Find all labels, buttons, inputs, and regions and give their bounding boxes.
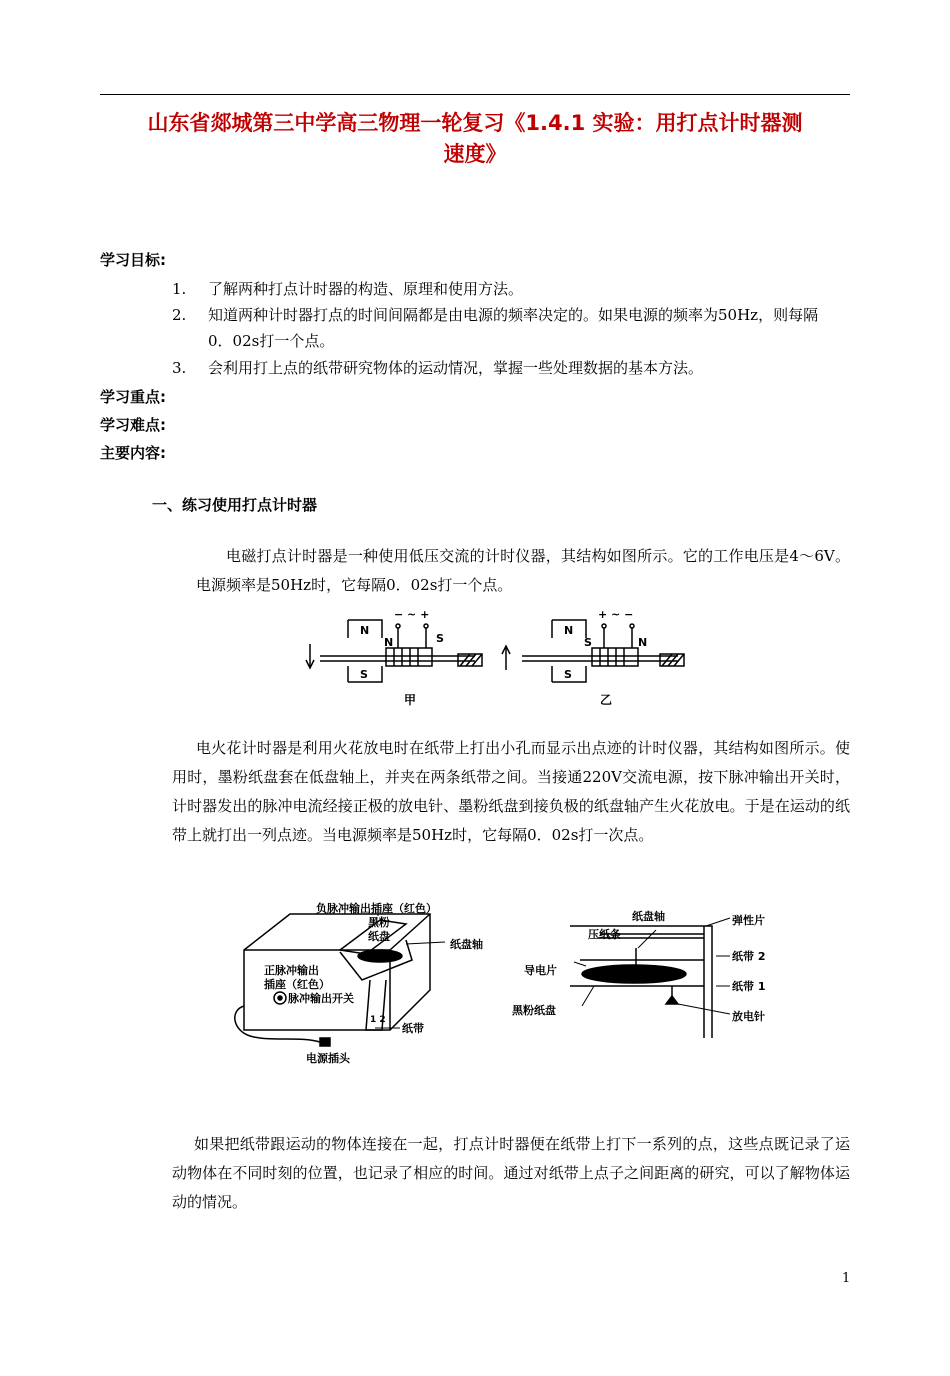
main-content-label: 主要内容:: [100, 444, 166, 462]
objective-text: 会利用打上点的纸带研究物体的运动情况，掌握一些处理数据的基本方法。: [208, 359, 704, 377]
pulse-switch-label: 脉冲输出开关: [288, 992, 354, 1005]
discharge-needle-label: 放电针: [732, 1010, 765, 1023]
paragraph-spark-timer: 电火花计时器是利用火花放电时在纸带上打出小孔而显示出点迹的计时仪器，其结构如图所示。使用时，墨粉纸盘套在低盘轴上，并夹在两条纸带之间。当接通220V交流电源，按下脉冲输出开关时，计时器发出的脉冲电流经接正极的放电针、墨粉纸盘到接负极的纸盘轴产生火花放电。于是在运动的纸带上就打出一列点迹。当电源频率是50Hz时，它每隔0．02s打一次点。: [172, 739, 850, 844]
objective-number: 1.: [172, 280, 187, 298]
objective-item: [172, 302, 844, 354]
objectives-label: 学习目标:: [100, 251, 166, 269]
paragraph-electromagnetic-timer: 电磁打点计时器是一种使用低压交流的计时仪器，其结构如图所示。它的工作电压是4～6V。电源频率是50Hz时，它每隔0．02s打一个点。: [196, 547, 850, 594]
objective-number: 2.: [172, 306, 187, 324]
yi-top-pole-label: N: [564, 624, 574, 637]
conductor-label: 导电片: [524, 964, 557, 977]
spark-timer-figure: [230, 890, 790, 1070]
difficulties-label: 学习难点:: [100, 416, 166, 434]
jia-polarity-label: − ~ +: [394, 608, 430, 621]
pos-socket-label-b: 插座（红色）: [264, 978, 330, 991]
yi-caption: 乙: [600, 693, 613, 707]
yi-polarity-label: + ~ −: [598, 608, 634, 621]
title-line-2: 速度》: [443, 142, 507, 166]
figure-yi: [502, 620, 684, 682]
page-number: 1: [842, 1271, 851, 1286]
right-disc-axis-label: 纸盘轴: [632, 910, 665, 923]
paragraph-tape-usage: 如果把纸带跟运动的物体连接在一起，打点计时器便在纸带上打下一系列的点，这些点既记录了运动物体在不同时刻的位置，也记录了相应的时间。通过对纸带上点子之间距离的研究，可以了解物体运动的情况。: [172, 1135, 850, 1211]
tape2-label: 纸带 2: [732, 950, 766, 963]
jia-bottom-pole-label: S: [360, 668, 368, 681]
power-plug-label: 电源插头: [306, 1052, 350, 1065]
yi-coil-right-label: N: [638, 636, 648, 649]
electromagnetic-timer-figure: [300, 604, 700, 712]
pos-socket-label-a: 正脉冲输出: [264, 964, 319, 977]
jia-caption: 甲: [404, 693, 417, 707]
header-rule: [100, 94, 850, 95]
neg-socket-label: 负脉冲输出插座（红色）: [316, 902, 437, 915]
toner-disc-label: 黑粉纸盘: [512, 1004, 556, 1017]
spring-label: 弹性片: [732, 914, 765, 927]
tape1-label: 纸带 1: [732, 980, 766, 993]
document-title: [100, 108, 850, 170]
figure-jia: [306, 620, 482, 682]
tape-label: 纸带: [402, 1022, 424, 1035]
title-line-1: 山东省郯城第三中学高三物理一轮复习《1.4.1 实验：用打点计时器测: [147, 111, 803, 135]
objective-item: [172, 355, 862, 381]
tape-marks-label: 1 2: [370, 1015, 386, 1025]
yi-coil-left-label: S: [584, 636, 592, 649]
objective-number: 3.: [172, 359, 187, 377]
toner-disc-label-b: 纸盘: [368, 930, 390, 943]
key-points-label: 学习重点:: [100, 388, 166, 406]
press-strip-label: 压纸条: [588, 928, 621, 941]
objective-item: [172, 276, 862, 302]
section-heading: 一、练习使用打点计时器: [152, 496, 318, 514]
yi-bottom-pole-label: S: [564, 668, 572, 681]
jia-top-pole-label: N: [360, 624, 370, 637]
objective-text: 了解两种打点计时器的构造、原理和使用方法。: [208, 280, 524, 298]
objective-text: 知道两种计时器打点的时间间隔都是由电源的频率决定的。如果电源的频率为50Hz，则每隔0．02s打一个点。: [208, 306, 819, 350]
jia-coil-left-label: N: [384, 636, 394, 649]
disc-axis-label: 纸盘轴: [450, 938, 483, 951]
toner-disc-label-a: 黑粉: [368, 916, 390, 929]
jia-coil-right-label: S: [436, 632, 444, 645]
